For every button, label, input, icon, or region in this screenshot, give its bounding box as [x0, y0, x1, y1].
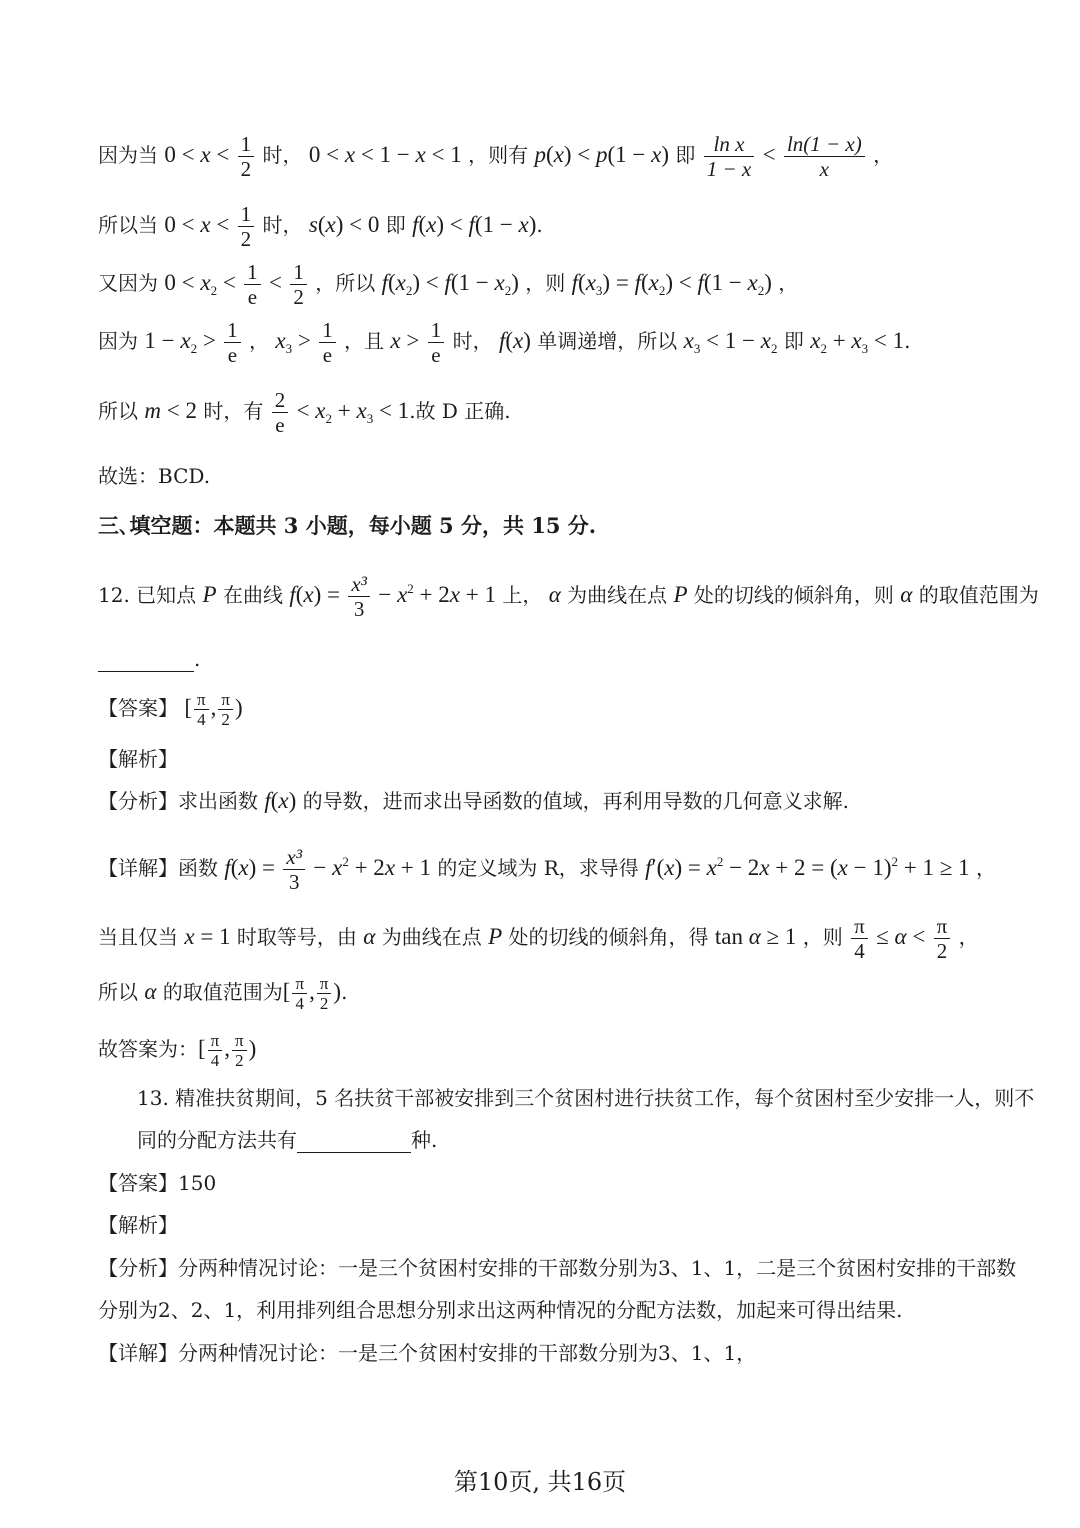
- fraction: $\frac{\text{x³}}{3}$: [283, 845, 305, 894]
- text: ，: [249, 329, 270, 353]
- q13-jiexi: 【解析】: [98, 1213, 178, 1237]
- text: 在曲线: [222, 583, 283, 607]
- q13-fenxi-1: [98, 1255, 1016, 1281]
- label: 【详解】: [98, 856, 178, 880]
- answer-value: 150: [178, 1171, 217, 1195]
- label: 【详解】: [98, 1341, 178, 1365]
- text: ，: [958, 925, 979, 949]
- q13-line1: 13. 精准扶贫期间，5 名扶贫干部被安排到三个贫困村进行扶贫工作，每个贫困村至少安排一人，则不: [137, 1086, 1035, 1110]
- fraction: $\frac{1}{2}$: [238, 132, 255, 181]
- text: 当且仅当: [98, 925, 178, 949]
- fraction: $\frac{\ln(1 - x)}{x}$: [784, 132, 865, 181]
- text: 分两种情况讨论：一是三个贫困村安排的干部数分别为3、1、1，二是三个贫困村安排的干部数: [178, 1256, 1017, 1280]
- q12-line3: 所以 α 的取值范围为[ $\frac{\pi}{4}$ , $\frac{\pi}{2}$ ).: [98, 974, 348, 1013]
- line-5: 所以 m < 2 时，有 $\frac{2}{e}$ < $x_2 + x_3 < 1$.故 D 正确.: [98, 388, 511, 437]
- fraction: $\frac{\pi}{4}$: [851, 914, 868, 963]
- text: ，: [873, 143, 894, 167]
- fraction: $\frac{\pi}{4}$: [208, 1031, 223, 1070]
- text: .: [341, 980, 348, 1004]
- fraction: $\frac{1}{e}$: [319, 318, 336, 367]
- text: 即: [675, 143, 696, 167]
- q12-line2: 当且仅当 x = 1 时取等号，由 α 为曲线在点 P 处的切线的倾斜角，得 tan α ≥ 1 ，则 $\frac{\pi}{4}$ ≤ α < $\frac{\pi}{2}$ ，: [98, 914, 979, 963]
- q12-xiangjie: 【详解】函数 f(x) = $\frac{\text{x³}}{3}$ − $x^2 + 2x + 1$ 的定义域为 R，求导得 $f'(x) = x^2 - 2x + 2 = (x - 1)^2 + 1 \ge 1$ ，: [98, 845, 996, 894]
- text: ，则: [525, 271, 566, 295]
- answer-label: 【答案】: [98, 1171, 178, 1195]
- text: ): [248, 1036, 257, 1061]
- text: ，所以: [315, 271, 376, 295]
- text: 处的切线的倾斜角，则: [693, 583, 894, 607]
- text: 同的分配方法共有: [137, 1128, 297, 1152]
- text: 即: [783, 329, 804, 353]
- fraction: $\frac{\pi}{2}$: [317, 974, 332, 1013]
- line-3: 又因为 $0 < x_2$ < $\frac{1}{e}$ < $\frac{1}{2}$ ，所以 $f(x_2) < f(1 - x_2)$ ，则 $f(x_3) = f(x_2) < f(1 - x_2)$ ，: [98, 260, 799, 309]
- question-number: 12.: [98, 583, 130, 607]
- text: 函数: [178, 856, 218, 880]
- q12-line4: 故答案为：[ $\frac{\pi}{4}$ , $\frac{\pi}{2}$ ): [98, 1031, 257, 1070]
- text: 因为当: [98, 143, 158, 167]
- label: 【分析】: [98, 789, 178, 813]
- line-4: 因为 $1 - x_2$ > $\frac{1}{e}$ ， $x_3$ > $\frac{1}{e}$ ，且 x > $\frac{1}{e}$ 时， f(x) 单调递增，所以 $x_3 < 1 - x_2$ 即 $x_2 + x_3 < 1$.: [98, 318, 911, 367]
- fraction: $\frac{1}{e}$: [224, 318, 241, 367]
- label: 【分析】: [98, 1256, 178, 1280]
- q12-fenxi: 【分析】求出函数 f(x) 的导数，进而求出导函数的值域，再利用导数的几何意义求解.: [98, 788, 850, 813]
- line-6: 故选：BCD.: [98, 464, 211, 488]
- text: 种.: [411, 1128, 438, 1152]
- text: 已知点: [136, 583, 197, 607]
- fraction: $\frac{\text{ln x}}{1 - x}$: [704, 132, 755, 181]
- q12-jiexi: 【解析】: [98, 747, 178, 771]
- answer-blank: [297, 1132, 411, 1153]
- text: 故答案为：: [98, 1037, 198, 1061]
- text: 的定义域为 R，求导得: [437, 856, 639, 880]
- q13-answer: [98, 1170, 216, 1196]
- answer-blank: [98, 651, 194, 672]
- text: 所以: [98, 399, 138, 423]
- q12-stem: 12. 已知点 P 在曲线 f(x) = $\frac{\text{x³}}{3}$ − $x^2 + 2x + 1$ 上， α 为曲线在点 P 处的切线的倾斜角，则 α 的取值范围为: [98, 572, 1039, 621]
- line-2: 所以当 0 < x < $\frac{1}{2}$ 时， s(x) < 0 即 f(x) < f(1 − x).: [98, 202, 543, 251]
- text: 时，有: [203, 399, 264, 423]
- fraction: $\frac{\pi}{4}$: [292, 974, 307, 1013]
- text: 所以: [98, 980, 138, 1004]
- text: 时，: [262, 143, 303, 167]
- text: 求出函数: [178, 789, 258, 813]
- text: 时取等号，由: [236, 925, 357, 949]
- fraction: $\frac{2}{e}$: [272, 388, 289, 437]
- text: ，且: [344, 329, 385, 353]
- fraction: $\frac{\pi}{2}$: [232, 1031, 247, 1070]
- text: .: [536, 213, 543, 237]
- text: 又因为: [98, 271, 158, 295]
- q13-fenxi-2: 分别为2、2、1，利用排列组合思想分别求出这两种情况的分配方法数，加起来可得出结果.: [98, 1298, 903, 1322]
- text: 处的切线的倾斜角，得: [508, 925, 709, 949]
- text: [: [198, 1036, 206, 1061]
- text: ，则: [802, 925, 843, 949]
- text: .故 D 正确.: [409, 399, 511, 423]
- page-footer: 第10页, 共16页: [453, 1468, 627, 1496]
- text: [: [184, 695, 193, 720]
- text: 的取值范围为: [918, 583, 1039, 607]
- text: 的取值范围为: [162, 980, 283, 1004]
- fraction: $\frac{\pi}{2}$: [218, 690, 233, 729]
- fraction: $\frac{1}{e}$: [428, 318, 445, 367]
- text: 分两种情况讨论：一是三个贫困村安排的干部数分别为3、1、1，: [178, 1341, 757, 1365]
- q12-blank: [98, 646, 200, 672]
- q12-answer: 【答案】 [ $\frac{\pi}{4}$ , $\frac{\pi}{2}$ ): [98, 690, 243, 729]
- text: 时，: [262, 213, 303, 237]
- fraction: $\frac{1}{2}$: [290, 260, 307, 309]
- text: ): [234, 695, 243, 720]
- text: 所以当: [98, 213, 158, 237]
- q13-xiangjie: [98, 1340, 756, 1366]
- answer-label: 【答案】: [98, 696, 178, 720]
- text: .: [194, 647, 201, 671]
- text: 为曲线在点: [567, 583, 668, 607]
- fraction: $\frac{1}{e}$: [244, 260, 261, 309]
- text: 为曲线在点: [381, 925, 482, 949]
- text: ，则有: [468, 143, 529, 167]
- text: 单调递增，所以: [537, 329, 678, 353]
- text: 的导数，进而求出导函数的值域，再利用导数的几何意义求解.: [302, 789, 850, 813]
- fraction: $\frac{\pi}{2}$: [934, 914, 951, 963]
- text: .: [904, 329, 911, 353]
- text: [: [282, 979, 291, 1004]
- fraction: $\frac{\text{x³}}{3}$: [348, 572, 370, 621]
- text: 即: [385, 213, 406, 237]
- fraction: $\frac{1}{2}$: [238, 202, 255, 251]
- q13-line2: [137, 1127, 437, 1153]
- text: 时，: [452, 329, 493, 353]
- line-1: 因为当 0 < x < $\frac{1}{2}$ 时， 0 < x < 1 − x < 1 ，则有 p(x) < p(1 − x) 即 $\frac{\text{ln x}}{1 - x}$ < $\frac{\ln(1 - x)}{x}$ ，: [98, 132, 894, 181]
- fraction: $\frac{\pi}{4}$: [194, 690, 209, 729]
- text: 因为: [98, 329, 138, 353]
- section-heading: 三､填空题：本题共 3 小题，每小题 5 分，共 15 分.: [98, 513, 597, 538]
- text: ): [333, 979, 342, 1004]
- text: 上，: [502, 583, 543, 607]
- text: ，: [778, 271, 799, 295]
